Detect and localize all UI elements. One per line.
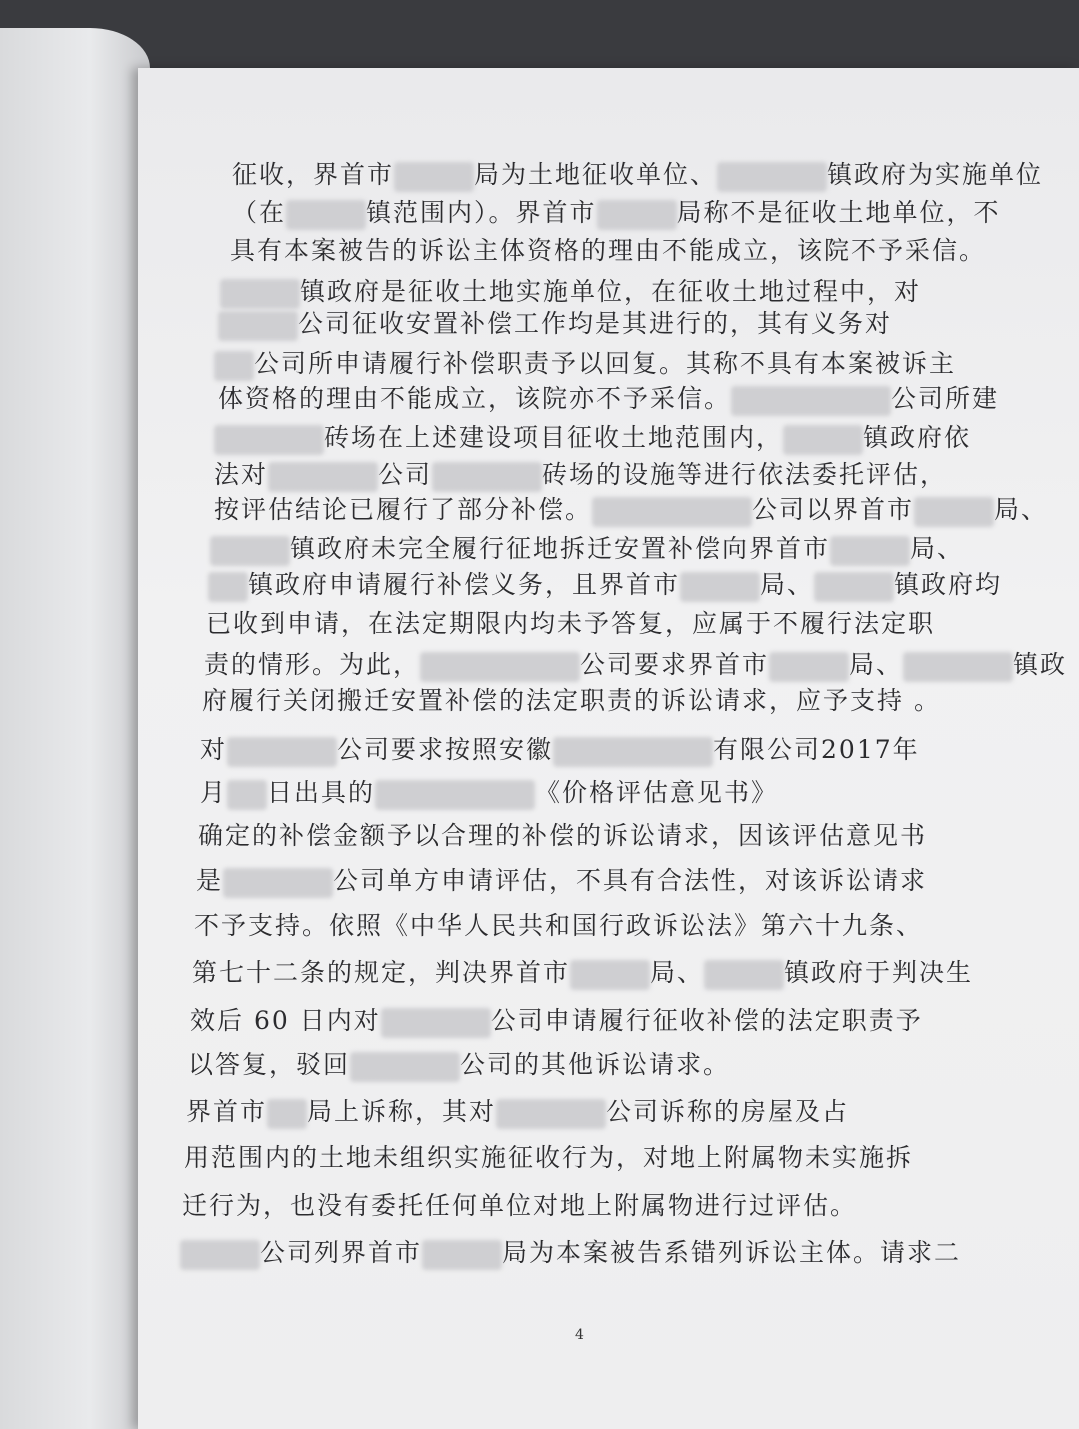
text-line: [232, 198, 1001, 230]
text-segment: 局为土地征收单位、: [474, 160, 718, 189]
redaction-blur: [350, 1052, 460, 1082]
redaction-blur: [214, 351, 254, 381]
text-segment: 镇政府均: [894, 570, 1003, 599]
text-segment: 砖场在上述建设项目征收土地范围内，: [324, 423, 784, 452]
page-number: 4: [575, 1327, 584, 1343]
text-line: [200, 735, 920, 767]
text-segment: 法对: [214, 460, 269, 489]
text-line: [188, 1050, 730, 1082]
text-segment: 对: [200, 735, 228, 764]
text-line: [202, 686, 941, 716]
redaction-blur: [680, 572, 760, 602]
redaction-blur: [830, 536, 910, 566]
text-segment: 《价格评估意见书》: [535, 778, 779, 807]
redaction-blur: [208, 572, 248, 602]
text-line: [210, 534, 964, 566]
text-line: [214, 495, 1048, 527]
text-line: [190, 1006, 923, 1038]
text-segment: 是: [196, 866, 224, 895]
text-segment: 局、: [760, 570, 815, 599]
redaction-blur: [420, 652, 580, 682]
text-segment: 界首市: [186, 1097, 268, 1126]
text-segment: （在: [232, 198, 287, 227]
text-segment: 公司要求按照安徽: [337, 735, 554, 764]
redaction-blur: [218, 311, 298, 341]
text-segment: 按评估结论已履行了部分补偿。: [214, 495, 593, 524]
text-line: [194, 911, 923, 941]
redaction-blur: [914, 497, 994, 527]
text-line: [198, 821, 927, 851]
text-line: [208, 570, 1002, 602]
text-segment: 镇政府是征收土地实施单位，在征收土地过程中，对: [300, 277, 922, 306]
text-line: [232, 160, 1043, 192]
text-line: [214, 460, 947, 492]
text-segment: 有限公司2017年: [713, 735, 920, 764]
text-line: [206, 609, 935, 639]
text-segment: 公司的其他诉讼请求。: [460, 1050, 731, 1079]
text-segment: 公司单方申请评估，不具有合法性，对该诉讼请求: [333, 866, 928, 895]
text-segment: 公司所建: [891, 384, 1000, 413]
text-line: [218, 309, 892, 341]
redaction-blur: [597, 200, 677, 230]
redaction-blur: [570, 960, 650, 990]
text-segment: 确定的补偿金额予以合理的补偿的诉讼请求，因该评估意见书: [198, 821, 928, 850]
text-segment: 第七十二条的规定，判决界首市: [192, 958, 571, 987]
redaction-blur: [227, 737, 337, 767]
text-segment: 以答复，驳回: [188, 1050, 351, 1079]
redaction-blur: [394, 162, 474, 192]
redaction-blur: [496, 1099, 606, 1129]
text-segment: 镇政府为实施单位: [827, 160, 1044, 189]
redaction-blur: [717, 162, 827, 192]
text-segment: 月: [200, 778, 228, 807]
text-line: [214, 423, 971, 455]
text-segment: 砖场的设施等进行依法委托评估，: [542, 460, 948, 489]
text-segment: 府履行关闭搬迁安置补偿的法定职责的诉讼请求，应予支持 。: [202, 686, 941, 715]
text-segment: 局上诉称，其对: [307, 1097, 497, 1126]
text-segment: 局为本案被告系错列诉讼主体。请求二: [502, 1238, 962, 1267]
redaction-blur: [214, 425, 324, 455]
redaction-blur: [592, 497, 752, 527]
text-line: [204, 650, 1067, 682]
left-page-edge: [0, 28, 150, 1429]
text-line: [230, 236, 986, 266]
text-segment: 局、: [650, 958, 705, 987]
text-segment: 局、: [910, 534, 965, 563]
redaction-blur: [704, 960, 784, 990]
redaction-blur: [381, 1008, 491, 1038]
text-line: [214, 349, 956, 381]
text-segment: 日出具的: [267, 778, 376, 807]
redaction-blur: [769, 652, 849, 682]
text-segment: 用范围内的土地未组织实施征收行为，对地上附属物未实施拆: [184, 1143, 914, 1172]
redaction-blur: [180, 1240, 260, 1270]
text-segment: 征收，界首市: [232, 160, 395, 189]
redaction-blur: [731, 386, 891, 416]
redaction-blur: [267, 1099, 307, 1129]
redaction-blur: [227, 780, 267, 810]
text-segment: 镇政府未完全履行征地拆迁安置补偿向界首市: [290, 534, 831, 563]
text-segment: 公司: [378, 460, 433, 489]
text-segment: 局、: [994, 495, 1049, 524]
redaction-blur: [220, 279, 300, 309]
text-segment: 公司要求界首市: [580, 650, 770, 679]
redaction-blur: [903, 652, 1013, 682]
text-line: [192, 958, 973, 990]
text-line: [182, 1191, 857, 1221]
text-segment: 公司列界首市: [260, 1238, 423, 1267]
text-segment: 公司诉称的房屋及占: [606, 1097, 850, 1126]
redaction-blur: [783, 425, 863, 455]
text-line: [200, 778, 778, 810]
text-segment: 责的情形。为此，: [204, 650, 421, 679]
text-segment: 已收到申请，在法定期限内均未予答复，应属于不履行法定职: [206, 609, 936, 638]
text-segment: 具有本案被告的诉讼主体资格的理由不能成立，该院不予采信。: [230, 236, 987, 265]
text-segment: 公司征收安置补偿工作均是其进行的，其有义务对: [298, 309, 893, 338]
text-segment: 镇政府依: [863, 423, 972, 452]
redaction-blur: [432, 462, 542, 492]
redaction-blur: [375, 780, 535, 810]
text-segment: 局称不是征收土地单位，不: [676, 198, 1001, 227]
text-segment: 迁行为，也没有委托任何单位对地上附属物进行过评估。: [182, 1191, 858, 1220]
text-segment: 公司以界首市: [752, 495, 915, 524]
text-segment: 镇政: [1013, 650, 1068, 679]
text-line: [196, 866, 927, 898]
text-segment: 体资格的理由不能成立，该院亦不予采信。: [218, 384, 732, 413]
text-line: [220, 277, 921, 309]
text-segment: 镇范围内）。界首市: [366, 198, 597, 227]
redaction-blur: [553, 737, 713, 767]
redaction-blur: [286, 200, 366, 230]
text-line: [218, 384, 999, 416]
redaction-blur: [422, 1240, 502, 1270]
text-segment: 公司所申请履行补偿职责予以回复。其称不具有本案被诉主: [254, 349, 957, 378]
text-segment: 镇政府于判决生: [784, 958, 974, 987]
text-line: [184, 1143, 913, 1173]
redaction-blur: [210, 536, 290, 566]
redaction-blur: [814, 572, 894, 602]
text-segment: 公司申请履行征收补偿的法定职责予: [490, 1006, 923, 1035]
text-segment: 效后 60 日内对: [190, 1006, 381, 1035]
redaction-blur: [223, 868, 333, 898]
text-segment: 不予支持。依照《中华人民共和国行政诉讼法》第六十九条、: [194, 911, 924, 940]
redaction-blur: [268, 462, 378, 492]
text-line: [180, 1238, 961, 1270]
text-segment: 局、: [849, 650, 904, 679]
text-segment: 镇政府申请履行补偿义务，且界首市: [248, 570, 681, 599]
text-line: [186, 1097, 849, 1129]
